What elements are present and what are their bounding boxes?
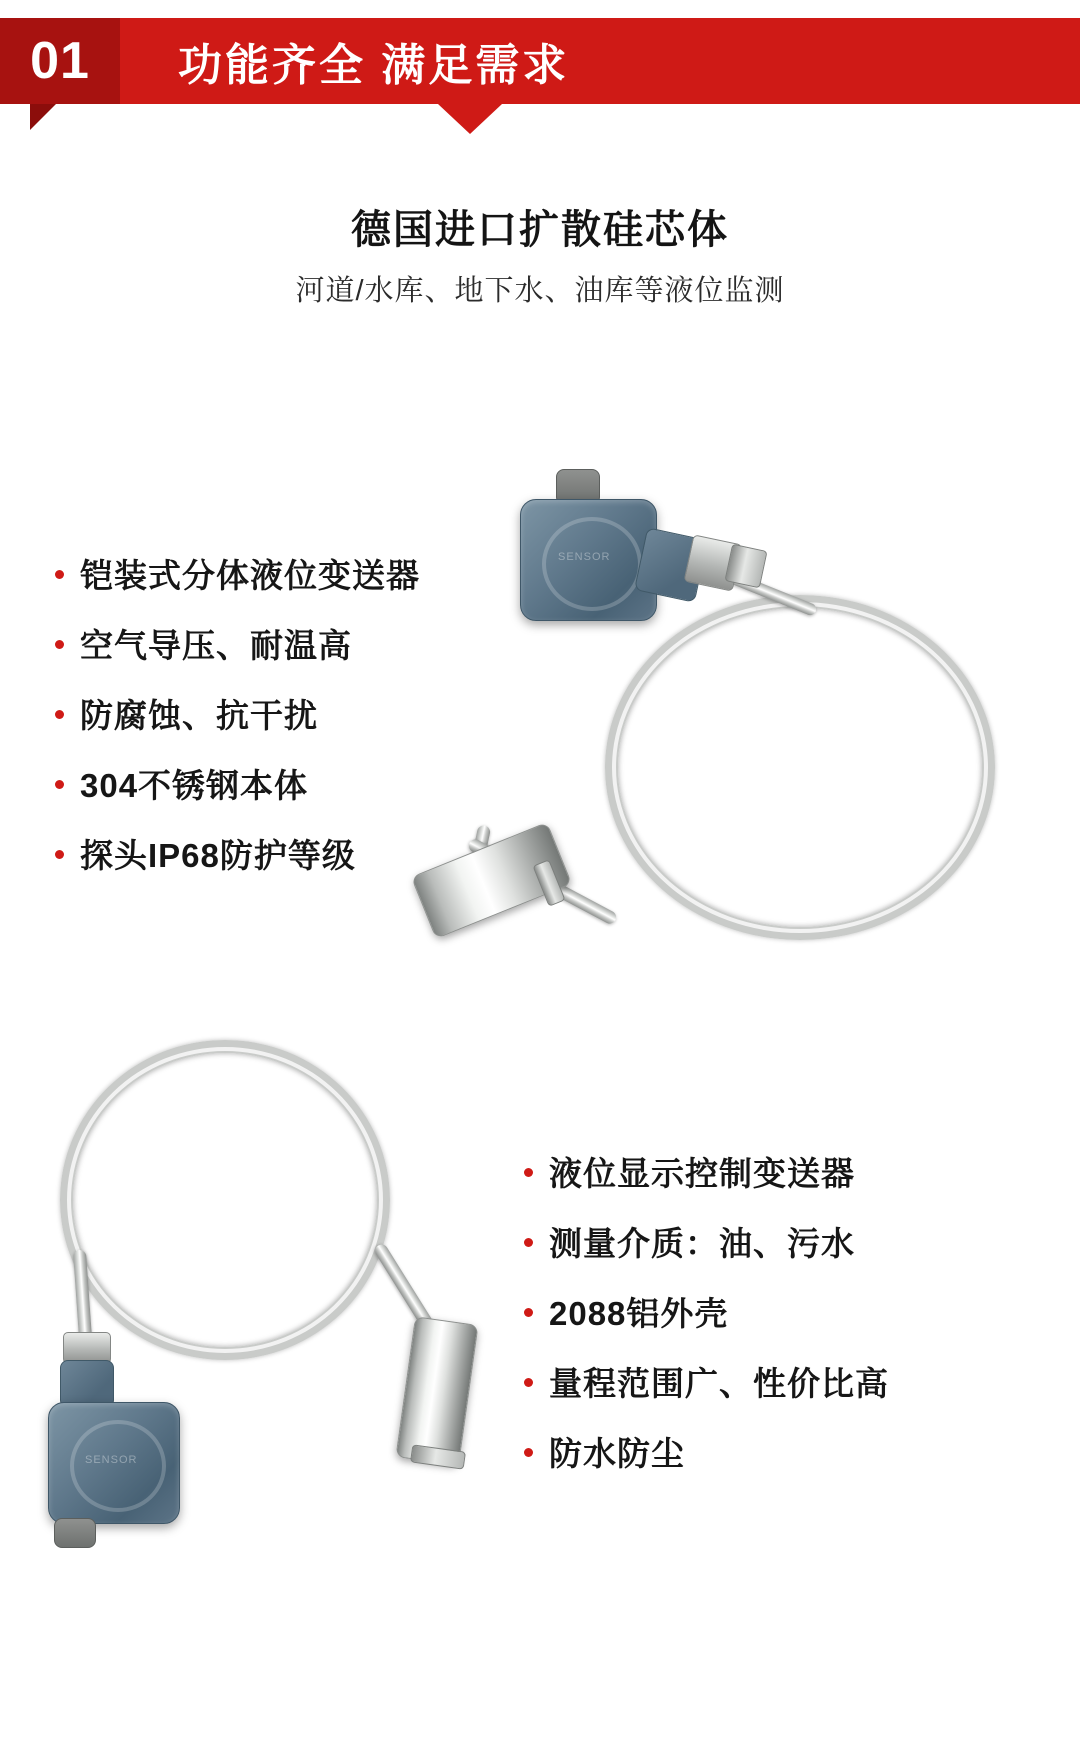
section-banner: [0, 18, 1080, 104]
feature-text: 测量介质：油、污水: [549, 1225, 855, 1262]
submersible-probe: [395, 1316, 478, 1466]
armored-split-level-transmitter-photo: [400, 455, 1060, 1015]
bullet-dot-icon: [55, 780, 64, 789]
feature-text: 空气导压、耐温高: [80, 627, 352, 664]
page-title: 德国进口扩散硅芯体: [351, 208, 729, 252]
list-item: [524, 1358, 889, 1405]
housing-face-ring: [70, 1420, 166, 1512]
bullet-dot-icon: [55, 570, 64, 579]
feature-text: 探头IP68防护等级: [80, 837, 356, 874]
feature-text: 2088铝外壳: [549, 1295, 729, 1332]
list-item: [55, 830, 420, 877]
banner-corner-accent: [30, 104, 56, 130]
page-subtitle: 河道/水库、地下水、油库等液位监测: [295, 275, 785, 307]
feature-text: 铠装式分体液位变送器: [80, 557, 420, 594]
feature-text: 防水防尘: [549, 1435, 685, 1472]
bullet-dot-icon: [55, 850, 64, 859]
feature-list-bottom: [524, 1148, 889, 1498]
list-item: [55, 620, 420, 667]
level-display-control-transmitter-photo: [30, 1020, 550, 1720]
process-connection-adapter: [60, 1360, 114, 1408]
bullet-dot-icon: [55, 710, 64, 719]
vent-cap: [54, 1518, 96, 1548]
feature-text: 液位显示控制变送器: [549, 1155, 855, 1192]
bullet-dot-icon: [55, 640, 64, 649]
banner-number: 01: [30, 32, 90, 90]
housing-brand-label: SENSOR: [85, 1454, 138, 1466]
gland-sleeve: [724, 544, 767, 589]
banner-title: 功能齐全 满足需求: [178, 41, 570, 90]
cable-loop-highlight: [612, 602, 988, 933]
housing-brand-label: SENSOR: [558, 551, 611, 563]
list-item: [524, 1428, 889, 1475]
list-item: [524, 1148, 889, 1195]
feature-list-top: [55, 550, 420, 900]
list-item: [55, 550, 420, 597]
list-item: [524, 1288, 889, 1335]
feature-text: 量程范围广、性价比高: [549, 1365, 889, 1402]
cable-loop-highlight: [67, 1047, 383, 1353]
housing-face-ring: [542, 517, 642, 611]
banner-notch-triangle: [438, 104, 502, 134]
list-item: [524, 1218, 889, 1265]
feature-text: 防腐蚀、抗干扰: [80, 697, 318, 734]
list-item: [55, 690, 420, 737]
list-item: [55, 760, 420, 807]
feature-text: 304不锈钢本体: [80, 767, 309, 804]
banner-number-box: [0, 18, 120, 104]
